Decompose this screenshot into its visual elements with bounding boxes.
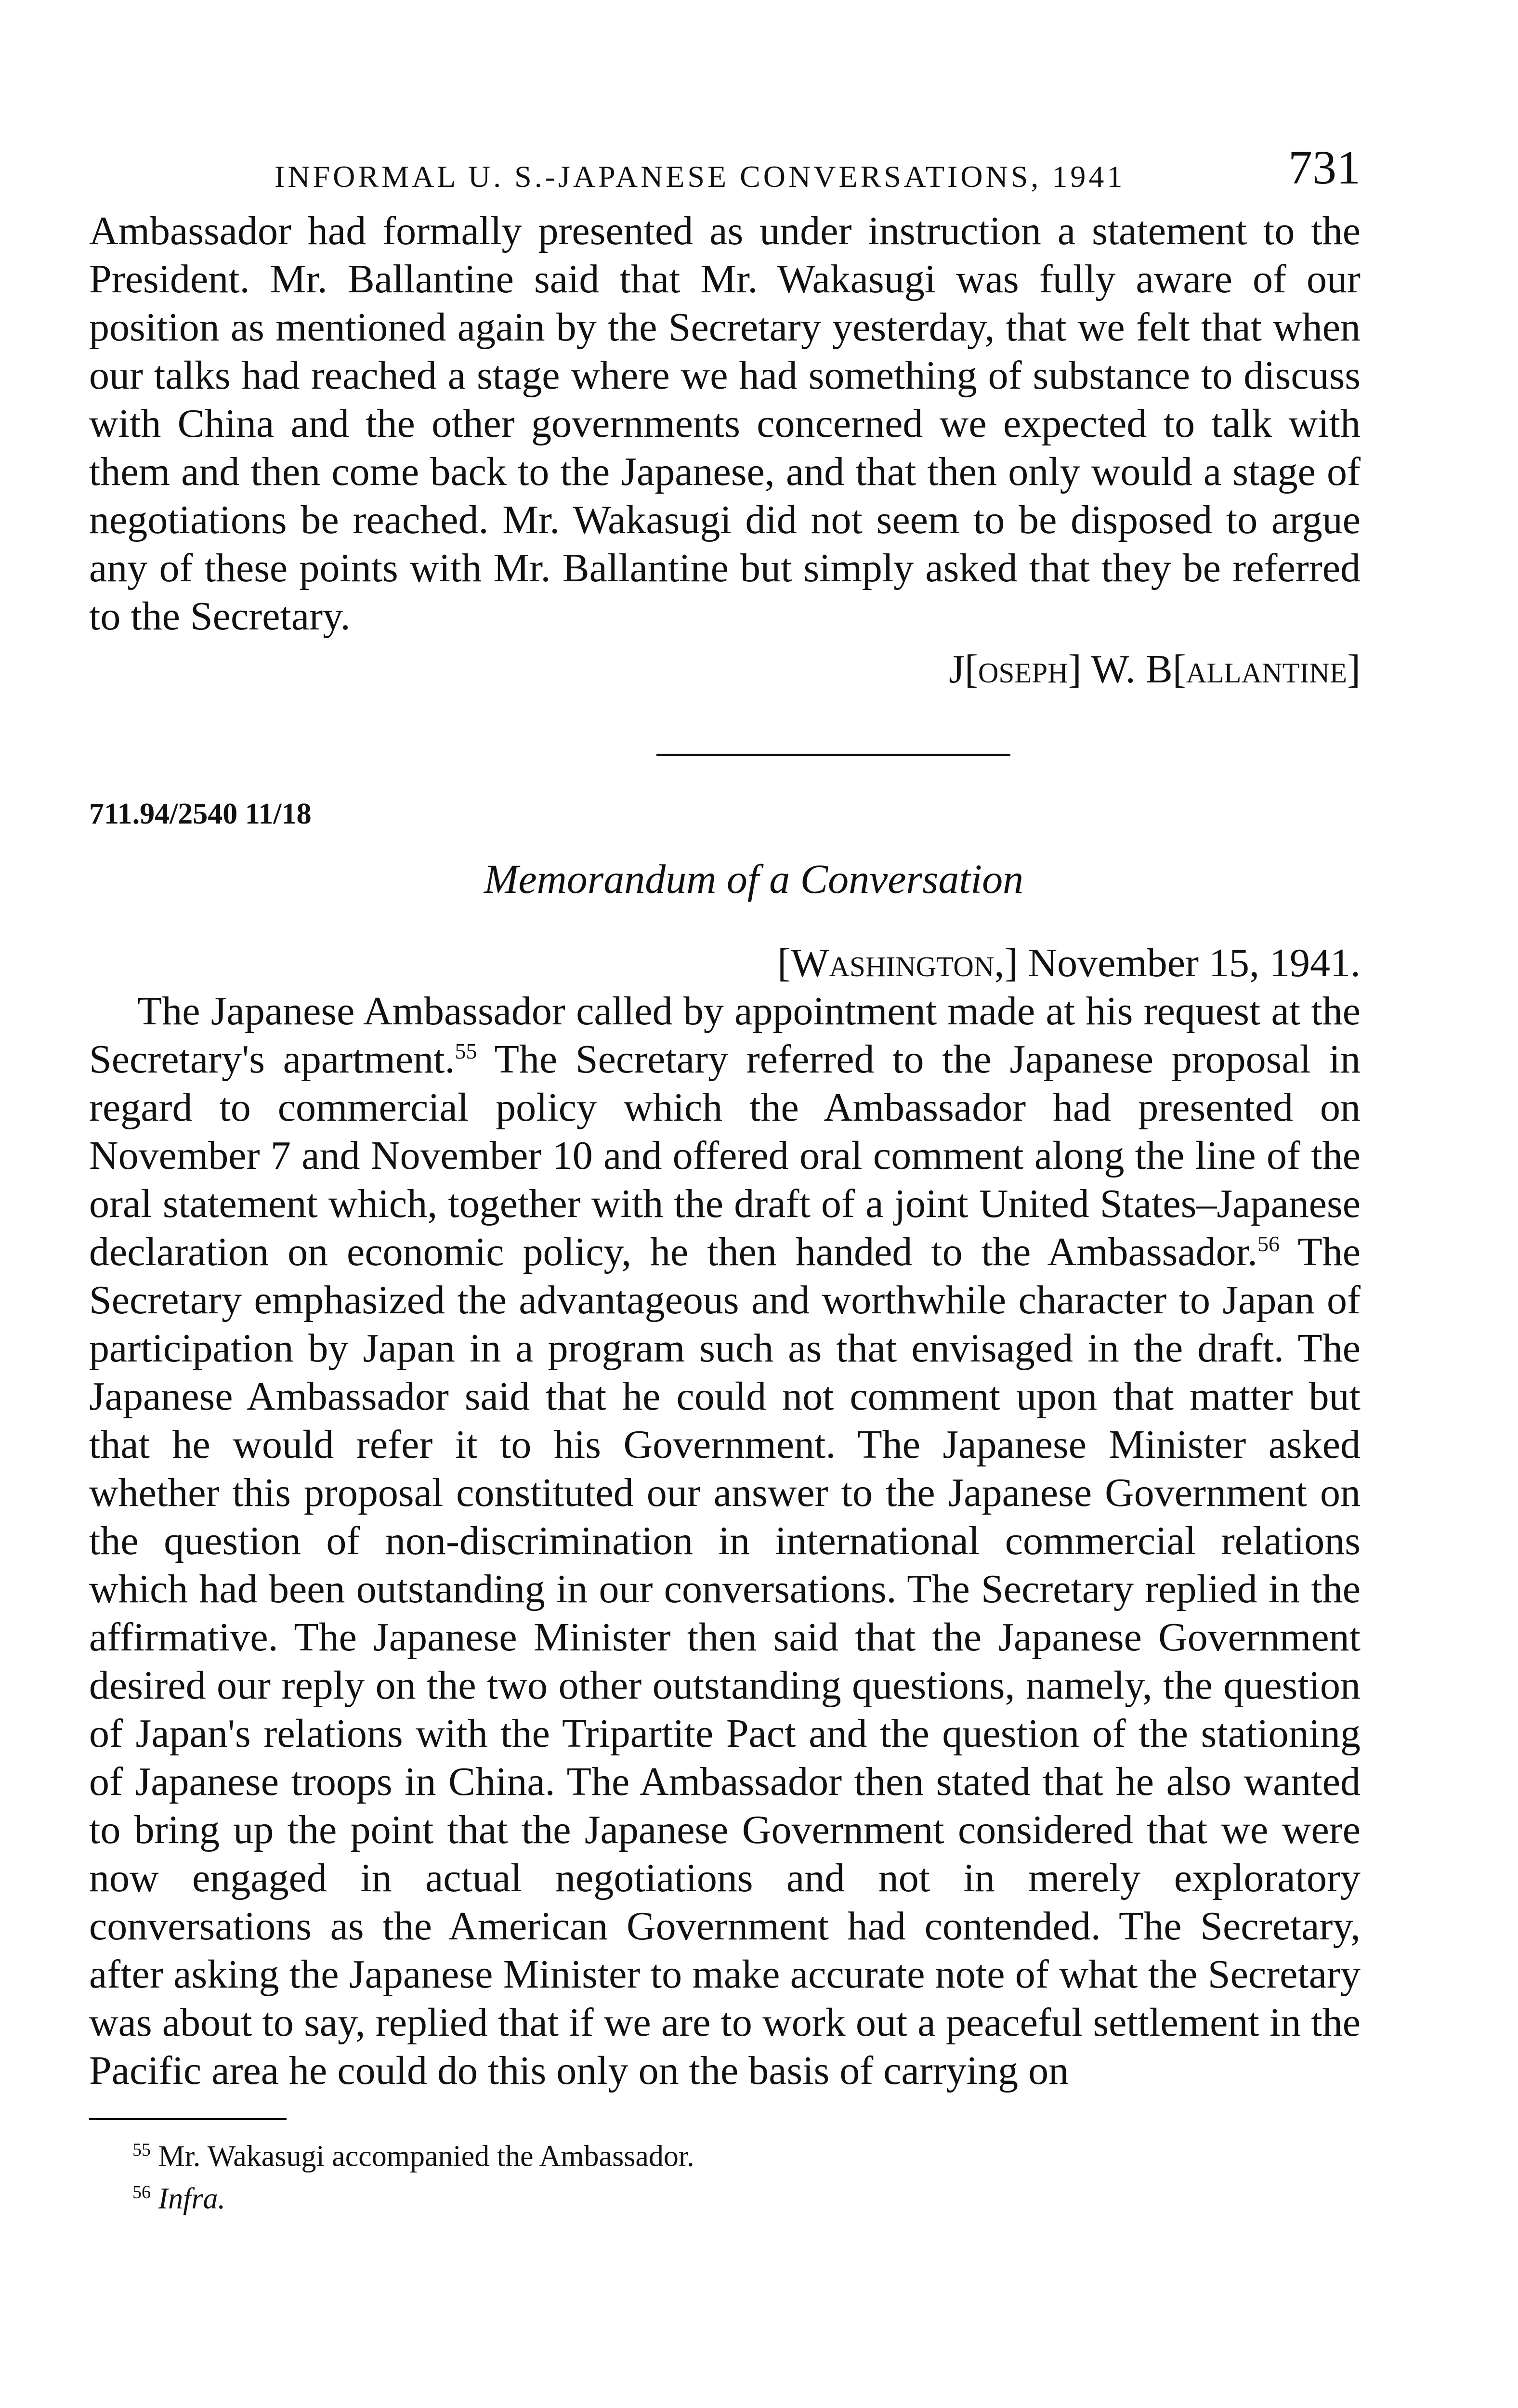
footnote-divider bbox=[89, 2118, 287, 2120]
footnote-56 bbox=[89, 2174, 1361, 2217]
memo-title: Memorandum of a Conversation bbox=[484, 856, 1024, 902]
memo-body-part-1: The Japanese Ambassador called by appointment made at his request at the Secretary's apartment. bbox=[89, 989, 1361, 1082]
footnote-text: Mr. Wakasugi accompanied the Ambassador. bbox=[158, 2140, 694, 2173]
running-head bbox=[89, 140, 1361, 207]
footnote-text: Infra. bbox=[158, 2182, 225, 2215]
running-title: INFORMAL U. S.-JAPANESE CONVERSATIONS, 1941 bbox=[275, 159, 1125, 194]
section-divider bbox=[656, 754, 1010, 756]
footnote-number: 55 bbox=[132, 2140, 151, 2160]
memo-body bbox=[89, 987, 1361, 2095]
footnote-number: 56 bbox=[132, 2182, 151, 2202]
dateline: [Washington,] November 15, 1941. bbox=[777, 941, 1361, 985]
continuation-paragraph: Ambassador had formally presented as under instruction a statement to the President. Mr. Ballantine said that Mr. Wakasugi was fully aware of our position as mentioned again by the Secretary yesterday, that we felt that when our talks had reached a stage where we had something of substance to discuss with China and the other governments concerned we expected to talk with them and then come back to the Japanese, and that then only would a stage of negotiations be reached. Mr. Wakasugi did not seem to be disposed to argue any of these points with Mr. Ballantine but simply asked that they be referred to the Secretary. bbox=[89, 209, 1361, 639]
memo-body-part-2: The Secretary referred to the Japanese proposal in regard to commercial policy which the Ambassador had presented on November 7 and November 10 and offered oral comment along the line of the oral statement which, together with the draft of a joint United States–Japanese declaration on economic policy, he then handed to the Ambassador. bbox=[89, 1037, 1361, 1274]
memo-body-part-3: The Secretary emphasized the advantageous and worthwhile character to Japan of participation by Japan in a program such as that envisaged in the draft. The Japanese Ambassador said that he could not comment upon that matter but that he would refer it to his Government. The Japanese Minister asked whether this proposal constituted our answer to the Japanese Government on the question of non-discrimination in international commercial relations which had been outstanding in our conversations. The Secretary replied in the affirmative. The Japanese Minister then said that the Japanese Government desired our reply on the two other outstanding questions, namely, the question of Japan's relations with the Tripartite Pact and the question of the stationing of Japanese troops in China. The Ambassador then stated that he also wanted to bring up the point that the Japanese Government considered that we were now engaged in actual negotiations and not in merely exploratory conversations as the American Government had contended. The Secretary, after asking the Japanese Minister to make accurate note of what the Secretary was about to say, replied that if we are to work out a peaceful settlement in the Pacific area he could do this only on the basis of carrying on bbox=[89, 1230, 1361, 2093]
footnote-ref-56[interactable]: 56 bbox=[1257, 1231, 1280, 1256]
footnote-ref-55[interactable]: 55 bbox=[455, 1039, 477, 1063]
document-page bbox=[89, 140, 1361, 2216]
footnotes bbox=[89, 2132, 1361, 2216]
file-number: 711.94/2540 11/18 bbox=[89, 798, 312, 830]
signature: J[oseph] W. B[allantine] bbox=[949, 647, 1361, 692]
footnote-55 bbox=[89, 2132, 1361, 2174]
page-number: 731 bbox=[1288, 141, 1361, 194]
